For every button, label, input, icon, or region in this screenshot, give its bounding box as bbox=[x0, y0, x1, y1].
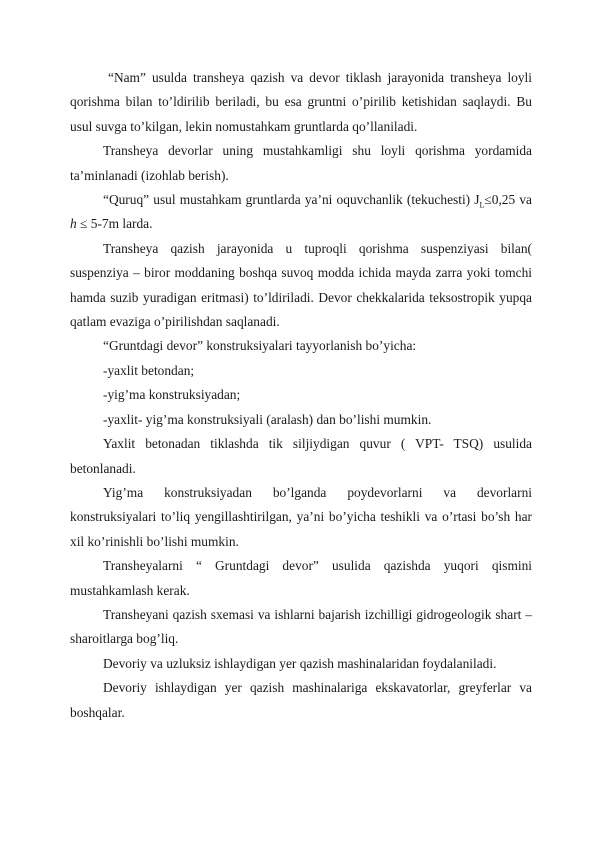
dry-method-text-end: ≤ 5-7m larda. bbox=[76, 216, 153, 232]
list-item-prefabricated: -yig’ma konstruksiyadan; bbox=[103, 387, 241, 403]
dry-method-subscript: L bbox=[479, 200, 485, 210]
paragraph-construction-types: “Gruntdagi devor” konstruksiyalari tayyorlanish bo’yicha: bbox=[103, 338, 417, 354]
paragraph-suspension: Transheya qazish jarayonida u tuproqli qorishma suspenziyasi bilan( suspenziya – biror moddaning boshqa suvoq modda ichida mayda zarra yoki tomchi hamda suzib yuradigan eritmasi) to’ldiriladi. Devor chekkalarida teksostropik yupqa qatlam evaziga o’pirilishdan saqlanadi. bbox=[70, 240, 532, 330]
paragraph-machines: Devoriy va uzluksiz ishlaydigan yer qazish mashinalaridan foydalaniladi. bbox=[103, 655, 497, 671]
paragraph-upper-part: Transheyalarni “ Gruntdagi devor” usulida qazishda yuqori qismini mustahkamlash kerak. bbox=[70, 558, 532, 598]
body-text bbox=[70, 66, 532, 725]
dry-method-variable: h bbox=[70, 216, 77, 232]
list-item-monolithic: -yaxlit betondan; bbox=[103, 362, 195, 378]
list-item-mixed: -yaxlit- yig’ma konstruksiyali (aralash) dan bo’lishi mumkin. bbox=[103, 411, 432, 427]
paragraph-prefabricated: Yig’ma konstruksiyadan bo’lganda poydevorlarni va devorlarni konstruksiyalari to’liq yengillashtirilgan, ya’ni bo’yicha teshikli va o’rtasi bo’sh har xil ko’rinishli bo’lishi mumkin. bbox=[70, 484, 532, 549]
paragraph-dry-method bbox=[70, 188, 532, 237]
paragraph-excavators: Devoriy ishlaydigan yer qazish mashinalariga ekskavatorlar, greyferlar va boshqalar. bbox=[70, 680, 532, 720]
paragraph-excavation-scheme: Transheyani qazish sxemasi va ishlarni bajarish izchilligi gidrogeologik shart –sharoitlarga bog’liq. bbox=[70, 606, 532, 647]
paragraph-monolithic-concrete: Yaxlit betonadan tiklashda tik siljiydigan quvur ( VPT- TSQ) usulida betonlanadi. bbox=[70, 436, 532, 476]
paragraph-nam-method: “Nam” usulda transheya qazish va devor tiklash jarayonida transheya loyli qorishma bilan to’ldirilib beriladi, bu esa gruntni o’pirilib ketishidan saqlaydi. Bu usul suvga to’kilgan, lekin nomustahkam gruntlarda qo’llaniladi. bbox=[70, 70, 532, 134]
dry-method-text-mid: ≤0,25 va bbox=[484, 192, 532, 208]
dry-method-text-start: “Quruq” usul mustahkam gruntlarda ya’ni oquvchanlik (tekuchesti) J bbox=[103, 192, 480, 208]
paragraph-trench-walls: Transheya devorlar uning mustahkamligi shu loyli qorishma yordamida ta’minlanadi (izohlab berish). bbox=[70, 143, 532, 183]
